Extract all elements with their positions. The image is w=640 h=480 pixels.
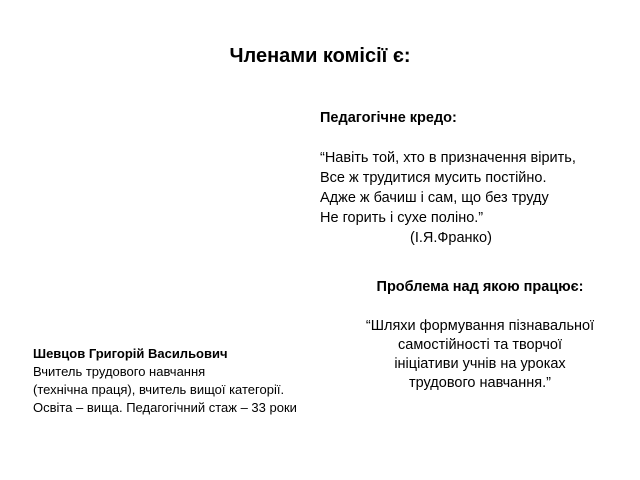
credo-quote-line: Все ж трудитися мусить постійно. <box>320 170 547 186</box>
pedagogical-credo-block <box>320 108 630 248</box>
problem-text-line: трудового навчання.” <box>409 375 551 391</box>
teacher-info-line: Освіта – вища. Педагогічний стаж – 33 роки <box>33 400 297 415</box>
credo-author: (І.Я.Франко) <box>410 230 492 246</box>
research-problem-block <box>340 278 620 393</box>
problem-text-line: ініціативи учнів на уроках <box>394 356 566 372</box>
credo-quote-line: Адже ж бачиш і сам, що без труду <box>320 190 549 206</box>
teacher-info-block <box>33 345 333 417</box>
slide-title: Членами комісії є: <box>229 45 411 67</box>
teacher-info-line: (технічна праця), вчитель вищої категорії. <box>33 382 285 397</box>
teacher-name: Шевцов Григорій Васильович <box>33 346 228 361</box>
teacher-info-line: Вчитель трудового навчання <box>33 364 206 379</box>
credo-heading: Педагогічне кредо: <box>320 110 457 126</box>
problem-text-line: самостійності та творчої <box>398 337 562 353</box>
problem-heading: Проблема над якою працює: <box>376 279 584 295</box>
problem-text-line: “Шляхи формування пізнавальної <box>365 318 595 334</box>
credo-quote-line: Не горить і сухе поліно.” <box>320 210 484 226</box>
credo-quote-line: “Навіть той, хто в призначення вірить, <box>320 150 576 166</box>
